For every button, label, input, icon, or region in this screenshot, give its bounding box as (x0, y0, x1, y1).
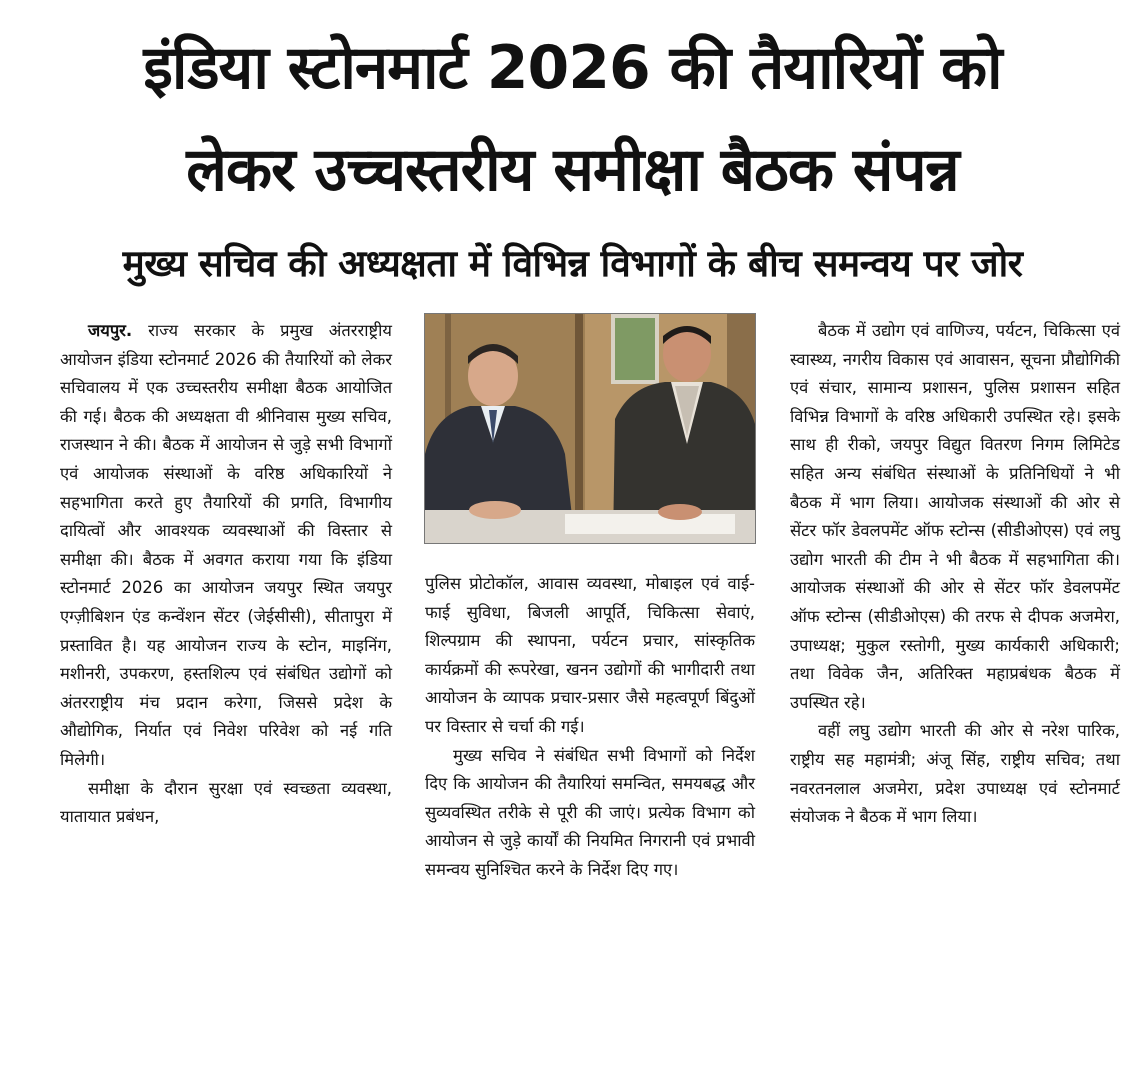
article-paragraph: समीक्षा के दौरान सुरक्षा एवं स्वच्छता व्यवस्था, यातायात प्रबंधन, (60, 778, 392, 827)
article-column-3 (790, 317, 1120, 832)
article-paragraph: पुलिस प्रोटोकॉल, आवास व्यवस्था, मोबाइल एवं वाई-फाई सुविधा, बिजली आपूर्ति, चिकित्सा सेवाएं, शिल्पग्राम की स्थापना, पर्यटन प्रचार, सांस्कृतिक कार्यक्रमों की रूपरेखा, खनन उद्योगों की भागीदारी तथा आयोजन के व्यापक प्रचार-प्रसार जैसे महत्वपूर्ण बिंदुओं पर विस्तार से चर्चा की गई। (425, 574, 755, 736)
headline-line-2: लेकर उच्चस्तरीय समीक्षा बैठक संपन्न (186, 135, 959, 205)
article-column-2 (425, 570, 755, 885)
paragraph-text: राज्य सरकार के प्रमुख अंतरराष्ट्रीय आयोजन इंडिया स्टोनमार्ट 2026 की तैयारियों को लेकर सचिवालय में एक उच्चस्तरीय समीक्षा बैठक आयोजित की गई। बैठक की अध्यक्षता वी श्रीनिवास मुख्य सचिव, राजस्थान ने की। बैठक में आयोजन से जुड़े सभी विभागों एवं आयोजक संस्थाओं के वरिष्ठ अधिकारियों ने सहभागिता करते हुए तैयारियों की प्रगति, विभागीय दायित्वों और आवश्यक व्यवस्थाओं की विस्तार से समीक्षा की। बैठक में अवगत कराया गया कि इंडिया स्टोनमार्ट 2026 का आयोजन जयपुर स्थित जयपुर एग्ज़ीबिशन एंड कन्वेंशन सेंटर (जेईसीसी), सीतापुरा में प्रस्तावित है। यह आयोजन राज्य के स्टोन, माइनिंग, मशीनरी, उपकरण, हस्तशिल्प एवं संबंधित उद्योगों को अंतरराष्ट्रीय मंच प्रदान करेगा, जिससे प्रदेश के औद्योगिक, निर्यात एवं निवेश परिवेश को नई गति मिलेगी। (60, 321, 392, 769)
headline-line-1: इंडिया स्टोनमार्ट 2026 की तैयारियों को (143, 33, 1002, 103)
dateline: जयपुर. (88, 321, 133, 340)
news-photo (424, 313, 756, 544)
article-paragraph: मुख्य सचिव ने संबंधित सभी विभागों को निर्देश दिए कि आयोजन की तैयारियां समन्वित, समयबद्ध और सुव्यवस्थित तरीके से पूरी की जाएं। प्रत्येक विभाग को आयोजन से जुड़े कार्यों की नियमित निगरानी एवं प्रभावी समन्वय सुनिश्चित करने के निर्देश दिए गए। (425, 745, 755, 879)
photo-illustration (425, 314, 755, 543)
subheadline: मुख्य सचिव की अध्यक्षता में विभिन्न विभागों के बीच समन्वय पर जोर (122, 242, 1023, 285)
article-paragraph: बैठक में उद्योग एवं वाणिज्य, पर्यटन, चिकित्सा एवं स्वास्थ्य, नगरीय विकास एवं आवासन, सूचना प्रौद्योगिकी एवं संचार, सामान्य प्रशासन, पुलिस प्रशासन सहित विभिन्न विभागों के वरिष्ठ अधिकारी उपस्थित रहे। इसके साथ ही रीको, जयपुर विद्युत वितरण निगम लिमिटेड सहित अन्य संबंधित संस्थाओं के प्रतिनिधियों ने भी बैठक में भाग लिया। आयोजक संस्थाओं की ओर से सेंटर फॉर डेवलपमेंट ऑफ स्टोन्स (सीडीओएस) एवं लघु उद्योग भारती की टीम ने भी बैठक में सहभागिता की। आयोजक संस्थाओं की ओर से सेंटर फॉर डेवलपमेंट ऑफ स्टोन्स (सीडीओएस) की तरफ से दीपक अजमेरा, उपाध्यक्ष; मुकुल रस्तोगी, मुख्य कार्यकारी अधिकारी; तथा विवेक जैन, अतिरिक्त महाप्रबंधक बैठक में उपस्थित रहे। (790, 321, 1120, 712)
article-column-1 (60, 317, 392, 832)
article-paragraph: वहीं लघु उद्योग भारती की ओर से नरेश पारिक, राष्ट्रीय सह महामंत्री; अंजू सिंह, राष्ट्रीय सचिव; तथा नवरतनलाल अजमेरा, प्रदेश उपाध्यक्ष एवं स्टोनमार्ट संयोजक ने बैठक में भाग लिया। (790, 721, 1120, 827)
article-paragraph (60, 317, 392, 775)
